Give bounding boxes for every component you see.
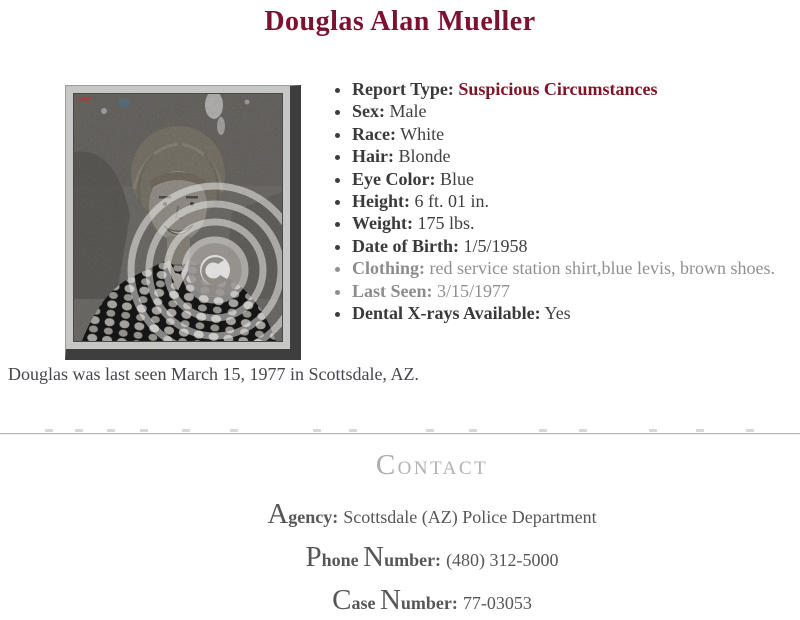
detail-label: Last Seen: (352, 280, 433, 301)
detail-value: 3/15/1977 (437, 280, 511, 301)
detail-label: Clothing: (352, 258, 426, 279)
agency-value: Scottsdale (AZ) Police Department (343, 507, 597, 527)
case-label-part-1: ase (351, 593, 376, 613)
portrait-photo-frame (65, 85, 301, 360)
detail-row (352, 212, 775, 234)
contact-heading (0, 448, 800, 486)
detail-value: Suspicious Circumstances (458, 79, 658, 99)
detail-row (352, 302, 775, 324)
faded-text-artifacts (45, 429, 53, 432)
phone-label-initial-1: P (305, 541, 322, 573)
phone-label-initial-2: N (363, 541, 385, 573)
case-label-initial-2: N (379, 584, 401, 616)
section-divider (0, 433, 800, 435)
details-list (337, 78, 775, 324)
detail-row (352, 168, 775, 190)
agency-label: gency: (288, 507, 339, 527)
detail-label: Weight: (352, 213, 413, 234)
detail-row (352, 235, 775, 257)
contact-row-case-number (0, 583, 800, 620)
detail-row (352, 190, 775, 212)
case-label-part-2: umber: (400, 593, 458, 613)
phone-label-part-2: umber: (384, 550, 442, 570)
detail-label: Hair: (352, 146, 394, 167)
detail-value: 1/5/1958 (463, 235, 528, 256)
detail-value: Blue (439, 168, 474, 189)
detail-value: 6 ft. 01 in. (414, 191, 489, 212)
detail-row (352, 100, 775, 122)
detail-value: red service station shirt,blue levis, brown shoes. (429, 258, 775, 279)
agency-label-initial: A (267, 498, 289, 530)
case-value: 77-03053 (462, 593, 532, 613)
detail-label: Eye Color: (352, 168, 436, 189)
portrait-photo (73, 93, 283, 342)
detail-value: Yes (544, 303, 571, 324)
detail-row (352, 145, 775, 167)
summary-text: Douglas was last seen March 15, 1977 in Scottsdale, AZ. (8, 364, 419, 384)
page-title: Douglas Alan Mueller (264, 6, 536, 37)
detail-label: Height: (352, 191, 410, 212)
case-label-initial-1: C (332, 584, 352, 616)
detail-label: Race: (352, 123, 396, 144)
ink-smudge (118, 98, 130, 108)
detail-label: Date of Birth: (352, 235, 459, 256)
detail-row (352, 123, 775, 145)
detail-label: Report Type: (352, 79, 454, 99)
phone-value: (480) 312-5000 (446, 550, 559, 570)
detail-row (352, 280, 775, 302)
detail-label: Sex: (352, 101, 385, 122)
contact-row-agency (0, 497, 800, 534)
detail-label: Dental X-rays Available: (352, 303, 541, 324)
contact-heading-rest: ONTACT (397, 458, 489, 479)
detail-value: 175 lbs. (417, 213, 475, 234)
contact-row-phone-number (0, 540, 800, 577)
detail-row (352, 78, 775, 100)
phone-label-part-1: hone (321, 550, 359, 570)
detail-value: White (400, 123, 445, 144)
detail-row (352, 257, 775, 279)
contact-heading-initial: C (375, 449, 398, 481)
detail-value: Blonde (398, 146, 451, 167)
detail-value: Male (389, 101, 427, 122)
